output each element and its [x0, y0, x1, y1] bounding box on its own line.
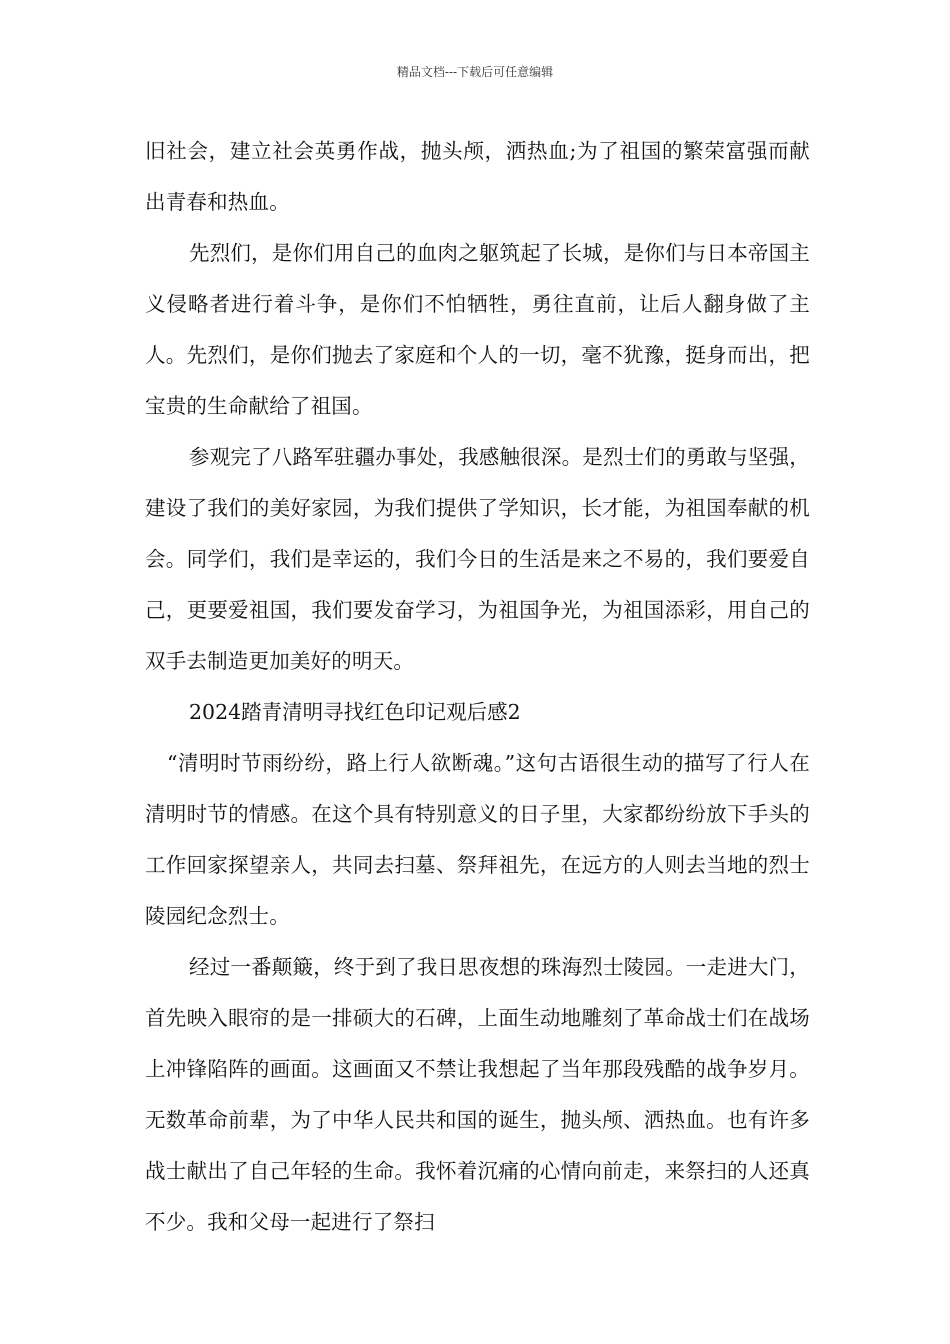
- paragraph-4: “清明时节雨纷纷，路上行人欲断魂。”这句古语很生动的描写了行人在清明时节的情感。在这个具有特别意义的日子里，大家都纷纷放下手头的工作回家探望亲人，共同去扫墓、祭拜祖先，在远方的人则去当地的烈士陵园纪念烈士。: [145, 751, 810, 928]
- document-body: [145, 126, 810, 1248]
- page-header: 精品文档---下载后可任意编辑: [396, 65, 554, 79]
- paragraph-1: 旧社会，建立社会英勇作战，抛头颅，洒热血;为了祖国的繁荣富强而献出青春和热血。: [145, 139, 810, 214]
- paragraph-5: 经过一番颠簸，终于到了我日思夜想的珠海烈士陵园。一走进大门，首先映入眼帘的是一排硕大的石碑，上面生动地雕刻了革命战士们在战场上冲锋陷阵的画面。这画面又不禁让我想起了当年那段残酷的战争岁月。无数革命前辈，为了中华人民共和国的诞生，抛头颅、洒热血。也有许多战士献出了自己年轻的生命。我怀着沉痛的心情向前走，来祭扫的人还真不少。我和父母一起进行了祭扫: [145, 955, 810, 1234]
- paragraph-3: 参观完了八路军驻疆办事处，我感触很深。是烈士们的勇敢与坚强，建设了我们的美好家园，为我们提供了学知识，长才能，为祖国奉献的机会。同学们，我们是幸运的，我们今日的生活是来之不易的，我们要爱自己，更要爱祖国，我们要发奋学习，为祖国争光，为祖国添彩，用自己的双手去制造更加美好的明天。: [145, 445, 810, 673]
- paragraph-2: 先烈们，是你们用自己的血肉之躯筑起了长城，是你们与日本帝国主义侵略者进行着斗争，是你们不怕牺牲，勇往直前，让后人翻身做了主人。先烈们，是你们抛去了家庭和个人的一切，毫不犹豫，挺身而出，把宝贵的生命献给了祖国。: [145, 241, 810, 418]
- section-heading: 2024踏青清明寻找红色印记观后感2: [189, 700, 521, 724]
